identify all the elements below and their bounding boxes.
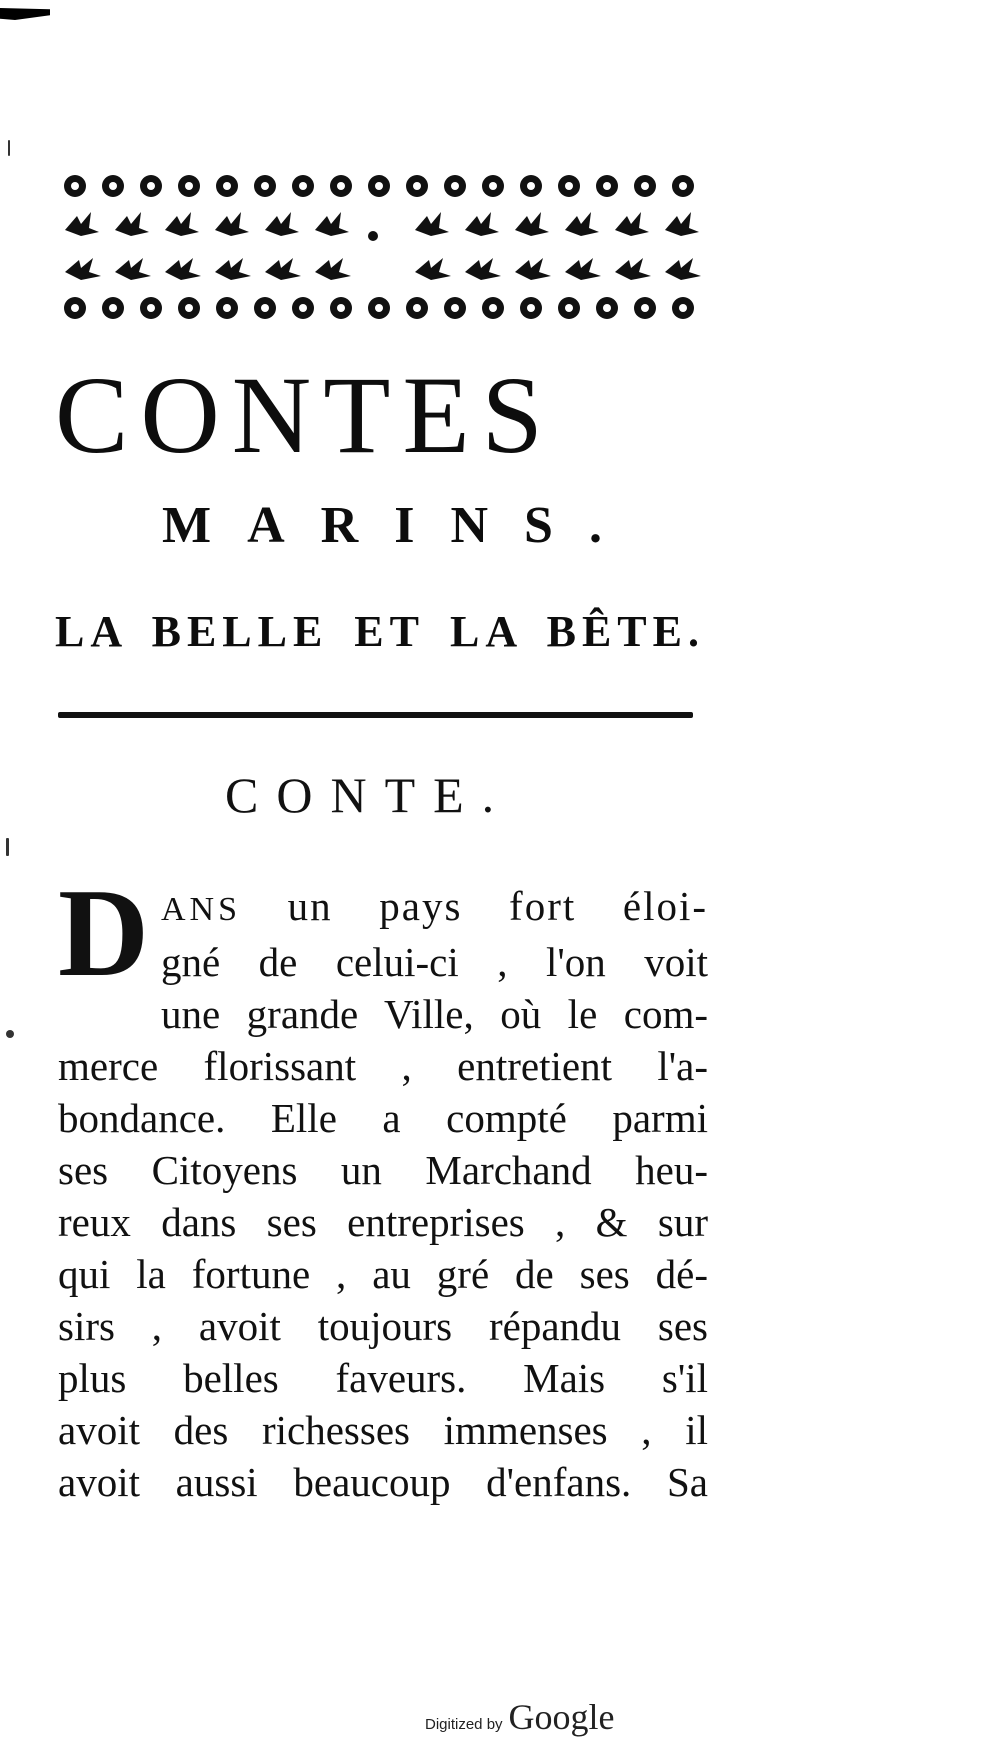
text-line: qui la fortune , au gré de ses dé- [58,1251,708,1297]
text-line: plus belles faveurs. Mais s'il [58,1355,708,1401]
horizontal-rule [58,712,693,718]
decorative-ornament-band [55,168,705,328]
scan-speck [8,140,10,156]
drop-cap: D [58,864,149,1003]
digitized-label: Digitized by [425,1716,503,1733]
scan-speck [6,1030,14,1038]
text-line: merce florissant , entretient l'a- [58,1043,708,1089]
google-logo: Google [508,1697,615,1737]
scan-speck [6,838,9,856]
heading-line-1: CONTES [55,354,555,476]
text-line: bondance. Elle a compté parmi [58,1095,708,1141]
lead-caps: ANS [161,891,242,928]
text-line: avoit des richesses immenses , il [58,1407,708,1453]
corner-scan-mark [0,8,50,20]
heading-line-2: MARINS. [162,497,638,554]
text-line: ses Citoyens un Marchand heu- [58,1147,708,1193]
text-line: avoit aussi beaucoup d'enfans. Sa [58,1459,708,1505]
text-line: sirs , avoit toujours répandu ses [58,1303,708,1349]
heading-line-3: LA BELLE ET LA BÊTE. [55,607,705,656]
text-line-content: un pays fort éloi- [287,883,708,929]
text-line [161,880,708,936]
digitized-by-footer [425,1696,685,1746]
text-line: reux dans ses entreprises , & sur [58,1199,708,1245]
text-line: gné de celui-ci , l'on voit [161,939,708,985]
section-title: CONTE. [225,767,513,823]
text-line: une grande Ville, où le com- [161,991,708,1037]
body-paragraph [58,864,708,1508]
